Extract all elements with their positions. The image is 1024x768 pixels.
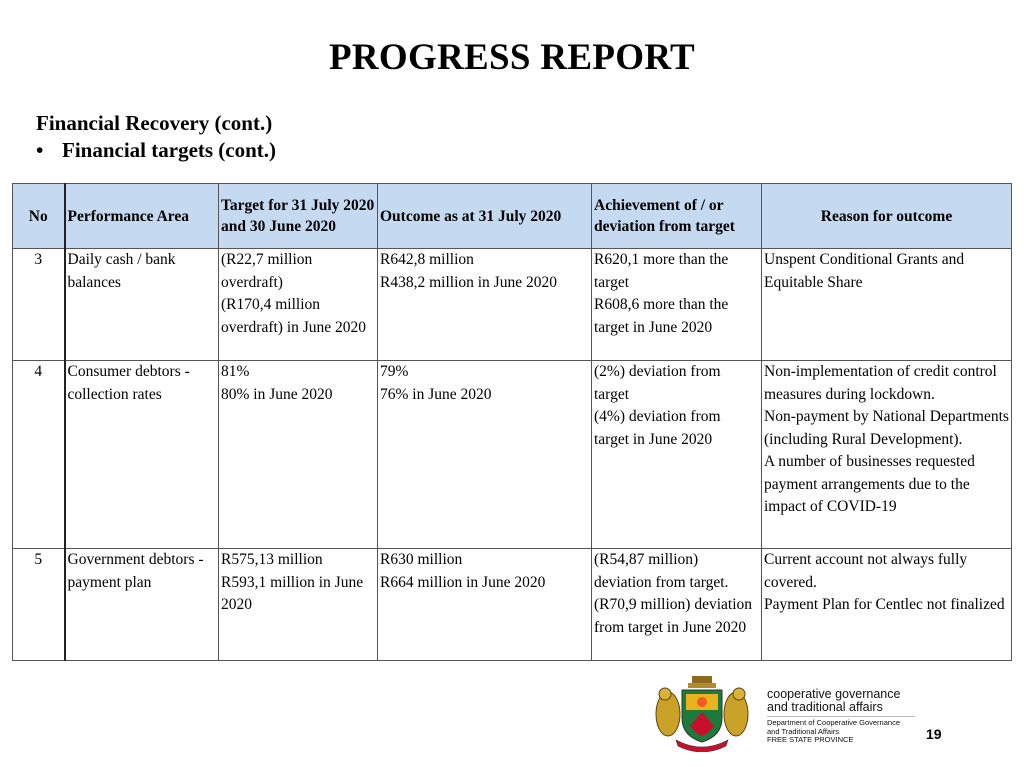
department-name [767, 719, 900, 745]
cell-no: 5 [13, 549, 65, 661]
cell-target [219, 361, 378, 549]
cell-line: (2%) deviation from target [594, 363, 721, 403]
brand-divider [767, 716, 915, 717]
page-number: 19 [926, 726, 942, 742]
cell-reason [762, 249, 1012, 361]
cell-line: 79% [380, 363, 409, 380]
cell-line: R575,13 million [221, 551, 323, 568]
bullet-item [36, 138, 276, 163]
cell-line: R608,6 more than the target in June 2020 [594, 296, 729, 336]
cell-target [219, 549, 378, 661]
table-row [13, 249, 1012, 361]
table-row [13, 549, 1012, 661]
header-no: No [13, 184, 65, 249]
brand-line: cooperative governance [767, 687, 901, 701]
cell-line: (R54,87 million) deviation from target. [594, 551, 729, 591]
cell-achievement [592, 249, 762, 361]
table-header-row [13, 184, 1012, 249]
cell-reason [762, 361, 1012, 549]
cell-line: (R70,9 million) deviation from target in June 2020 [594, 596, 752, 636]
cell-line: R642,8 million [380, 251, 474, 268]
cell-area: Government debtors - payment plan [65, 549, 219, 661]
cell-line: (R22,7 million overdraft) [221, 251, 313, 291]
cell-line: Current account not always fully covered. [764, 551, 968, 591]
cell-line: R664 million in June 2020 [380, 573, 546, 591]
cell-outcome [378, 249, 592, 361]
cell-line: (R170,4 million overdraft) in June 2020 [221, 296, 367, 336]
cell-line: R593,1 million in June 2020 [221, 573, 364, 613]
footer-logo [652, 674, 952, 754]
bullet-text: Financial targets (cont.) [62, 138, 277, 162]
section-subtitle: Financial Recovery (cont.) [36, 111, 273, 135]
cell-line: Payment Plan for Centlec not finalized [764, 596, 1005, 613]
bullet-icon: • [36, 138, 44, 162]
cell-outcome [378, 361, 592, 549]
cell-line: A number of businesses requested payment arrangements due to the impact of COVID-19 [764, 453, 975, 515]
cell-line: R438,2 million in June 2020 [380, 273, 557, 291]
cell-no: 3 [13, 249, 65, 361]
header-outcome: Outcome as at 31 July 2020 [378, 184, 592, 249]
cell-outcome [378, 549, 592, 661]
header-target: Target for 31 July 2020 and 30 June 2020 [219, 184, 378, 249]
cell-line: Non-payment by National Departments (including Rural Development). [764, 408, 1009, 448]
cell-line: Non-implementation of credit control measures during lockdown. [764, 363, 997, 403]
cell-achievement [592, 361, 762, 549]
cell-area: Daily cash / bank balances [65, 249, 219, 361]
header-reason: Reason for outcome [762, 184, 1012, 249]
cell-area: Consumer debtors - collection rates [65, 361, 219, 549]
brand-line: and traditional affairs [767, 700, 883, 714]
dept-line: FREE STATE PROVINCE [767, 735, 854, 744]
cell-line: R620,1 more than the target [594, 251, 729, 291]
header-area: Performance Area [65, 184, 219, 249]
cell-line: (4%) deviation from target in June 2020 [594, 408, 721, 448]
cell-line: R630 million [380, 551, 463, 568]
cell-line: 76% in June 2020 [380, 385, 492, 403]
table-row [13, 361, 1012, 549]
page-title: PROGRESS REPORT [328, 37, 696, 78]
dept-line: and Traditional Affairs [767, 726, 839, 736]
brand-name [767, 688, 900, 714]
cell-target [219, 249, 378, 361]
coat-of-arms-icon [652, 674, 752, 752]
cell-line: Unspent Conditional Grants and Equitable Share [764, 251, 965, 291]
cell-no: 4 [13, 361, 65, 549]
dept-line: Department of Cooperative Governance [767, 718, 900, 727]
header-achievement: Achievement of / or deviation from target [592, 184, 762, 249]
cell-reason [762, 549, 1012, 661]
cell-achievement [592, 549, 762, 661]
cell-line: 81% [221, 363, 250, 380]
financial-targets-table [12, 183, 1012, 661]
cell-line: 80% in June 2020 [221, 385, 333, 403]
